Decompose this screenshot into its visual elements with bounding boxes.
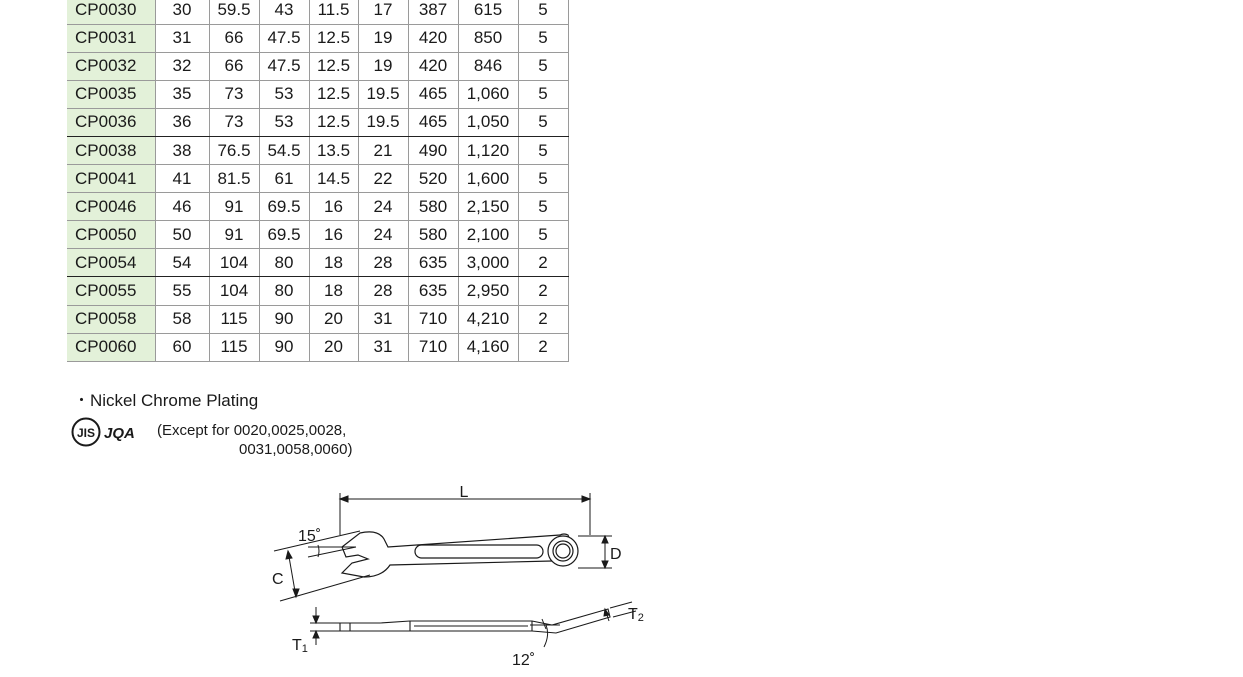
table-cell: 18 xyxy=(309,277,358,305)
table-cell: 465 xyxy=(408,108,458,136)
table-cell: 4,160 xyxy=(458,333,518,361)
table-cell: 5 xyxy=(518,108,568,136)
table-cell: 53 xyxy=(259,80,309,108)
wrench-top-view xyxy=(342,532,578,577)
table-cell: 5 xyxy=(518,136,568,164)
table-cell: 91 xyxy=(209,193,259,221)
label-angle-15: 15˚ xyxy=(298,528,322,545)
table-cell: 2 xyxy=(518,249,568,277)
table-cell: 635 xyxy=(408,249,458,277)
table-row xyxy=(67,193,568,221)
product-code-cell: CP0032 xyxy=(67,52,155,80)
table-cell: 90 xyxy=(259,333,309,361)
table-cell: 16 xyxy=(309,221,358,249)
table-cell: 43 xyxy=(259,0,309,24)
label-T1: T1 xyxy=(292,637,308,655)
table-row xyxy=(67,333,568,361)
table-cell: 115 xyxy=(209,305,259,333)
product-code-cell: CP0041 xyxy=(67,165,155,193)
table-cell: 387 xyxy=(408,0,458,24)
table-cell: 5 xyxy=(518,80,568,108)
table-cell: 710 xyxy=(408,333,458,361)
table-cell: 2,150 xyxy=(458,193,518,221)
product-code-cell: CP0050 xyxy=(67,221,155,249)
label-D: D xyxy=(610,546,622,563)
table-row xyxy=(67,52,568,80)
product-code-cell: CP0055 xyxy=(67,277,155,305)
table-cell: 580 xyxy=(408,193,458,221)
table-cell: 32 xyxy=(155,52,209,80)
table-cell: 14.5 xyxy=(309,165,358,193)
table-cell: 5 xyxy=(518,0,568,24)
table-cell: 30 xyxy=(155,0,209,24)
table-cell: 47.5 xyxy=(259,52,309,80)
product-code-cell: CP0058 xyxy=(67,305,155,333)
table-row xyxy=(67,277,568,305)
label-angle-12: 12˚ xyxy=(512,652,536,669)
table-cell: 1,060 xyxy=(458,80,518,108)
table-cell: 28 xyxy=(358,277,408,305)
table-cell: 3,000 xyxy=(458,249,518,277)
table-cell: 80 xyxy=(259,249,309,277)
table-cell: 2 xyxy=(518,305,568,333)
table-cell: 12.5 xyxy=(309,80,358,108)
table-cell: 59.5 xyxy=(209,0,259,24)
table-cell: 66 xyxy=(209,52,259,80)
table-cell: 16 xyxy=(309,193,358,221)
table-cell: 2 xyxy=(518,277,568,305)
table-cell: 12.5 xyxy=(309,24,358,52)
table-cell: 60 xyxy=(155,333,209,361)
table-cell: 4,210 xyxy=(458,305,518,333)
label-T2: T2 xyxy=(628,606,644,624)
table-cell: 31 xyxy=(358,333,408,361)
table-row xyxy=(67,24,568,52)
table-cell: 46 xyxy=(155,193,209,221)
except-line-2: 0031,0058,0060) xyxy=(239,441,353,458)
product-code-cell: CP0030 xyxy=(67,0,155,24)
table-row xyxy=(67,305,568,333)
spec-table xyxy=(67,0,569,362)
table-cell: 1,120 xyxy=(458,136,518,164)
table-cell: 21 xyxy=(358,136,408,164)
table-row xyxy=(67,108,568,136)
table-cell: 80 xyxy=(259,277,309,305)
table-cell: 2 xyxy=(518,333,568,361)
table-cell: 11.5 xyxy=(309,0,358,24)
table-cell: 58 xyxy=(155,305,209,333)
table-cell: 41 xyxy=(155,165,209,193)
table-cell: 81.5 xyxy=(209,165,259,193)
table-cell: 31 xyxy=(155,24,209,52)
jis-jqa-logo xyxy=(71,417,151,449)
table-cell: 12.5 xyxy=(309,52,358,80)
table-cell: 17 xyxy=(358,0,408,24)
table-cell: 5 xyxy=(518,193,568,221)
table-cell: 69.5 xyxy=(259,193,309,221)
table-cell: 54 xyxy=(155,249,209,277)
product-code-cell: CP0031 xyxy=(67,24,155,52)
table-cell: 2,950 xyxy=(458,277,518,305)
jqa-logo-text: JQA xyxy=(104,425,135,442)
table-cell: 1,050 xyxy=(458,108,518,136)
plating-note: ・Nickel Chrome Plating xyxy=(73,391,259,410)
table-cell: 12.5 xyxy=(309,108,358,136)
wrench-diagram xyxy=(260,475,680,675)
table-cell: 5 xyxy=(518,221,568,249)
table-cell: 850 xyxy=(458,24,518,52)
table-row xyxy=(67,80,568,108)
table-cell: 22 xyxy=(358,165,408,193)
label-C: C xyxy=(272,571,284,588)
table-cell: 76.5 xyxy=(209,136,259,164)
table-cell: 115 xyxy=(209,333,259,361)
table-cell: 53 xyxy=(259,108,309,136)
table-cell: 36 xyxy=(155,108,209,136)
table-cell: 50 xyxy=(155,221,209,249)
table-cell: 104 xyxy=(209,249,259,277)
product-code-cell: CP0060 xyxy=(67,333,155,361)
table-cell: 38 xyxy=(155,136,209,164)
wrench-side-view xyxy=(340,609,610,633)
table-cell: 2,100 xyxy=(458,221,518,249)
product-code-cell: CP0054 xyxy=(67,249,155,277)
table-cell: 91 xyxy=(209,221,259,249)
table-cell: 90 xyxy=(259,305,309,333)
table-cell: 420 xyxy=(408,24,458,52)
table-cell: 615 xyxy=(458,0,518,24)
table-cell: 19 xyxy=(358,24,408,52)
table-row xyxy=(67,136,568,164)
jis-logo-text: JIS xyxy=(76,426,96,440)
table-cell: 19.5 xyxy=(358,80,408,108)
table-cell: 490 xyxy=(408,136,458,164)
table-cell: 66 xyxy=(209,24,259,52)
table-cell: 520 xyxy=(408,165,458,193)
table-cell: 73 xyxy=(209,80,259,108)
dimension-D xyxy=(578,536,612,568)
table-cell: 19.5 xyxy=(358,108,408,136)
table-cell: 20 xyxy=(309,333,358,361)
table-cell: 35 xyxy=(155,80,209,108)
table-cell: 1,600 xyxy=(458,165,518,193)
product-code-cell: CP0035 xyxy=(67,80,155,108)
table-cell: 13.5 xyxy=(309,136,358,164)
table-row xyxy=(67,165,568,193)
table-cell: 47.5 xyxy=(259,24,309,52)
table-cell: 710 xyxy=(408,305,458,333)
product-code-cell: CP0038 xyxy=(67,136,155,164)
table-cell: 69.5 xyxy=(259,221,309,249)
except-line-1: (Except for 0020,0025,0028, xyxy=(157,422,347,439)
table-cell: 61 xyxy=(259,165,309,193)
table-cell: 24 xyxy=(358,193,408,221)
table-cell: 580 xyxy=(408,221,458,249)
table-cell: 420 xyxy=(408,52,458,80)
table-row xyxy=(67,0,568,24)
table-cell: 18 xyxy=(309,249,358,277)
table-cell: 24 xyxy=(358,221,408,249)
table-cell: 31 xyxy=(358,305,408,333)
table-cell: 104 xyxy=(209,277,259,305)
product-code-cell: CP0036 xyxy=(67,108,155,136)
table-cell: 28 xyxy=(358,249,408,277)
dimension-T1 xyxy=(310,607,340,645)
table-cell: 54.5 xyxy=(259,136,309,164)
table-cell: 19 xyxy=(358,52,408,80)
certification-exceptions xyxy=(157,421,397,459)
table-row xyxy=(67,221,568,249)
table-cell: 55 xyxy=(155,277,209,305)
label-L: L xyxy=(459,484,469,501)
table-cell: 5 xyxy=(518,165,568,193)
table-cell: 465 xyxy=(408,80,458,108)
product-code-cell: CP0046 xyxy=(67,193,155,221)
table-cell: 635 xyxy=(408,277,458,305)
table-row xyxy=(67,249,568,277)
table-cell: 73 xyxy=(209,108,259,136)
table-cell: 5 xyxy=(518,24,568,52)
table-cell: 846 xyxy=(458,52,518,80)
table-cell: 20 xyxy=(309,305,358,333)
table-cell: 5 xyxy=(518,52,568,80)
